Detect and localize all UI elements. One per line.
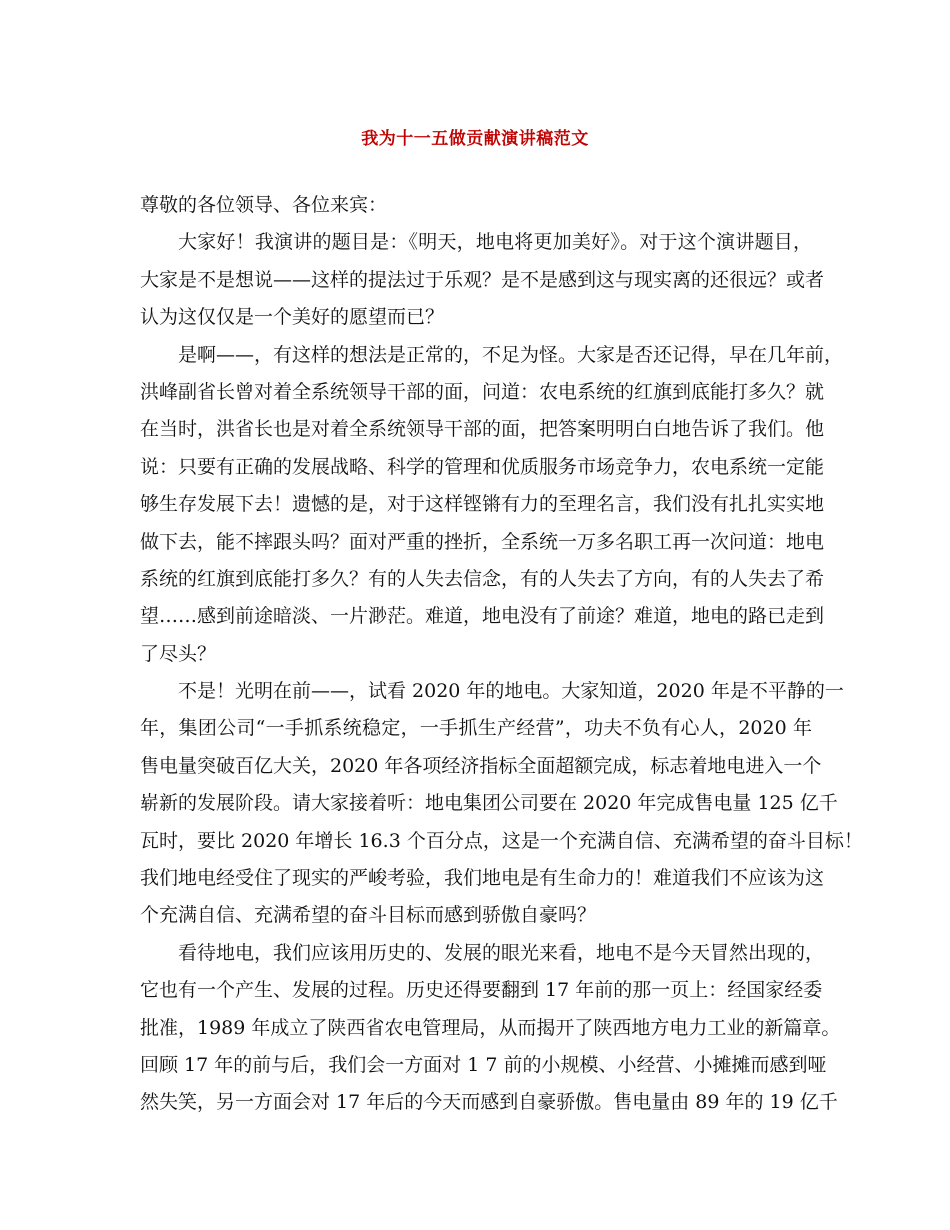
text-line: 是啊——，有这样的想法是正常的，不足为怪。大家是否还记得，早在几年前， [178, 343, 844, 366]
text-line: 望……感到前途暗淡、一片渺茫。难道，地电没有了前途？难道，地电的路已走到 [140, 605, 825, 628]
text-line: 说：只要有正确的发展战略、科学的管理和优质服务市场竞争力，农电系统一定能 [140, 455, 825, 478]
text-line: 回顾 17 年的前与后，我们会一方面对 1 7 前的小规模、小经营、小摊摊而感到哑 [140, 1053, 827, 1076]
text-line: 了尽头？ [140, 642, 217, 665]
text-line: 它也有一个产生、发展的过程。历史还得要翻到 17 年前的那一页上：经国家经委 [140, 979, 823, 1002]
text-line: 看待地电，我们应该用历史的、发展的眼光来看，地电不是今天冒然出现的， [178, 941, 825, 964]
text-line: 大家好！我演讲的题目是：《明天，地电将更加美好》。对于这个演讲题目， [178, 231, 812, 254]
text-line: 个充满自信、充满希望的奋斗目标而感到骄傲自豪吗？ [140, 904, 597, 927]
text-line: 售电量突破百亿大关，2020 年各项经济指标全面超额完成，标志着地电进入一个 [140, 754, 822, 777]
text-line: 崭新的发展阶段。请大家接着听：地电集团公司要在 2020 年完成售电量 125 亿千 [140, 792, 838, 815]
text-line: 我们地电经受住了现实的严峻考验，我们地电是有生命力的！难道我们不应该为这 [140, 867, 825, 890]
text-line: 不是！光明在前——，试看 2020 年的地电。大家知道，2020 年是不平静的一 [178, 680, 844, 703]
text-line: 认为这仅仅是一个美好的愿望而已？ [140, 306, 445, 329]
document-body [140, 187, 863, 1122]
text-line: 洪峰副省长曾对着全系统领导干部的面，问道：农电系统的红旗到底能打多久？就 [140, 380, 825, 403]
text-line: 系统的红旗到底能打多久？有的人失去信念，有的人失去了方向，有的人失去了希 [140, 567, 825, 590]
text-line: 够生存发展下去！遗憾的是，对于这样铿锵有力的至理名言，我们没有扎扎实实地 [140, 493, 825, 516]
text-line: 在当时，洪省长也是对着全系统领导干部的面，把答案明明白白地告诉了我们。他 [140, 418, 825, 441]
text-line: 做下去，能不摔跟头吗？面对严重的挫折，全系统一万多名职工再一次问道：地电 [140, 530, 825, 553]
text-line: 年，集团公司“一手抓系统稳定，一手抓生产经营”，功夫不负有心人，2020 年 [140, 717, 812, 740]
text-line: 瓦时，要比 2020 年增长 16.3 个百分点，这是一个充满自信、充满希望的奋斗目标！ [140, 829, 863, 852]
document-title: 我为十一五做贡献演讲稿范文 [361, 129, 589, 149]
text-line: 然失笑，另一方面会对 17 年后的今天而感到自豪骄傲。售电量由 89 年的 19 亿千 [140, 1091, 838, 1114]
text-line: 尊敬的各位领导、各位来宾： [140, 194, 388, 216]
text-line: 大家是不是想说——这样的提法过于乐观？是不是感到这与现实离的还很远？或者 [140, 268, 825, 291]
text-line: 批准，1989 年成立了陕西省农电管理局，从而揭开了陕西地方电力工业的新篇章。 [140, 1016, 841, 1039]
